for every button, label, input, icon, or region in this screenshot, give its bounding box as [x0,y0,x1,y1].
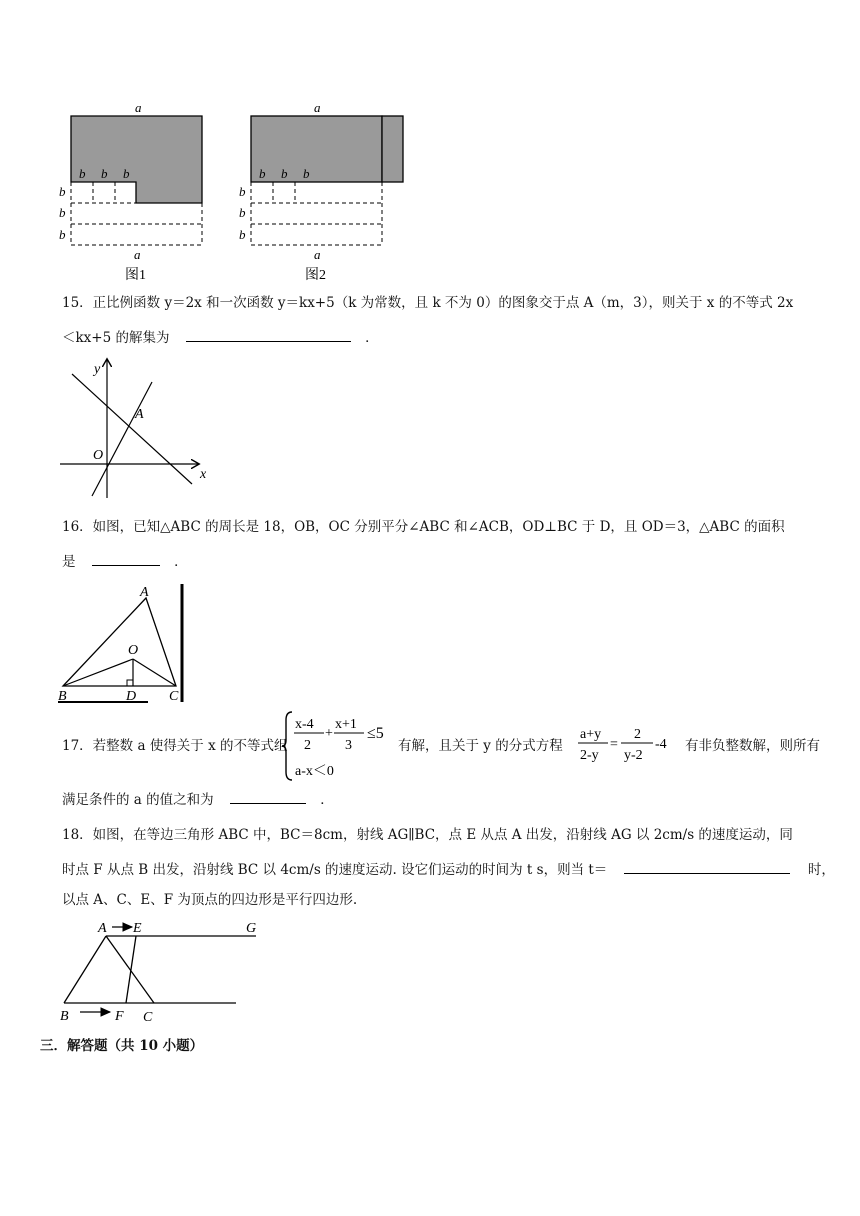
line-y-kx-5 [72,374,192,484]
q17-mid: 有解，且关于 y 的分式方程 [398,738,563,754]
right-angle-mark [127,680,133,686]
segment-ef [126,936,136,1003]
fig2-b-top-3: b [303,166,310,181]
label-B: B [60,1009,69,1024]
q18-line2-end: 时， [807,862,835,878]
q15-line1: 15．正比例函数 y＝2x 和一次函数 y＝kx+5（k 为常数，且 k 不为 0）的图象交于点 A（m，3），则关于 x 的不等式 2x [62,295,794,311]
fig2-label-a-top: a [314,100,321,115]
q17-post: 有非负整数解，则所有 [685,738,820,754]
label-C: C [143,1010,153,1025]
eq-num1: a+y [580,727,602,742]
fig1-b-top-2: b [101,166,108,181]
label-G: G [246,921,257,936]
label-A: A [140,585,149,600]
q18-line1: 18．如图，在等边三角形 ABC 中，BC＝8cm，射线 AG∥BC，点 E 从点 A 出发，沿射线 AG 以 2cm/s 的速度运动，同 [62,827,793,843]
ineq1-num2: x+1 [335,717,357,732]
q18-line3: 以点 A、C、E、F 为顶点的四边形是平行四边形. [62,892,358,908]
fig14-diagrams [50,98,420,284]
q15-graph [58,356,218,502]
fig2-b-left-1: b [239,184,246,199]
segment-ac [106,936,154,1003]
label-A: A [98,921,107,936]
fig2-caption: 图2 [305,268,326,283]
q16-answer-blank[interactable] [92,551,160,566]
label-O: O [128,643,139,658]
q17-fraction-equation [576,722,688,768]
q16-triangle-figure [56,582,188,708]
q15-line2-text: ＜kx+5 的解集为 [62,330,170,346]
ineq1-den1: 2 [304,738,311,753]
q17-line2-end: ． [320,792,334,808]
segment-ab [64,936,106,1003]
label-E: E [133,921,142,936]
fig1-b-top-3: b [123,166,130,181]
fig14-figure2 [239,100,403,283]
triangle-abc [63,598,176,686]
q18-line2-text: 时点 F 从点 B 出发，沿射线 BC 以 4cm/s 的速度运动. 设它们运动的时间为 t s，则当 t＝ [62,862,608,878]
eq-den2: y-2 [624,748,643,763]
ineq1-rel: ≤5 [367,725,384,742]
fig2-label-a-bottom: a [314,247,321,262]
q17-line2-text: 满足条件的 a 的值之和为 [62,792,214,808]
eq-num2: 2 [634,727,641,742]
label-D: D [126,689,137,704]
label-y: y [94,362,101,377]
label-O: O [93,448,104,463]
q18-answer-blank[interactable] [624,859,790,874]
label-C: C [169,689,179,704]
q17-inequality-system [282,710,398,782]
eq-tail: -4 [655,737,667,752]
label-x: x [200,467,207,482]
fig1-b-left-3: b [59,227,66,242]
fig14-figure1 [59,100,202,283]
q16-line2-text: 是 [62,554,76,570]
ineq1-num1: x-4 [295,717,314,732]
q16-line2-end: ． [174,554,188,570]
eq-equals: = [610,737,618,752]
label-B: B [58,689,67,704]
fig2-b-left-2: b [239,205,246,220]
q18-line2 [62,859,835,880]
section-heading: 三．解答题（共 10 小题） [40,1038,204,1054]
fig1-b-left-1: b [59,184,66,199]
fig2-b-top-1: b [259,166,266,181]
q15-line2 [62,327,379,348]
ineq2: a-x＜0 [295,764,334,779]
label-A: A [135,407,144,422]
brace [282,712,292,780]
fig1-label-a-top: a [135,100,142,115]
ineq1-den2: 3 [345,738,352,753]
q17-pre: 17．若整数 a 使得关于 x 的不等式组 [62,738,288,754]
fig2-b-left-3: b [239,227,246,242]
segment-ob [63,659,133,686]
fig1-label-a-bottom: a [134,247,141,262]
fig2-shaded-strip [382,116,403,182]
q16-line2 [62,551,188,572]
q17-answer-blank[interactable] [230,789,306,804]
fig2-b-top-2: b [281,166,288,181]
q16-line1: 16．如图，已知△ABC 的周长是 18，OB，OC 分别平分∠ABC 和∠ACB，OD⊥BC 于 D，且 OD＝3，△ABC 的面积 [62,519,785,535]
q15-answer-blank[interactable] [186,327,351,342]
fig1-caption: 图1 [125,268,146,283]
q18-figure [56,916,266,1026]
eq-den1: 2-y [580,748,599,763]
label-F: F [115,1009,124,1024]
fig1-b-top-1: b [79,166,86,181]
fig2-shaded-rect [251,116,382,182]
segment-oc [133,659,176,686]
q15-line2-end: ． [365,330,379,346]
q17-line2 [62,789,334,810]
fig1-b-left-2: b [59,205,66,220]
ineq1-plus: + [325,726,333,741]
